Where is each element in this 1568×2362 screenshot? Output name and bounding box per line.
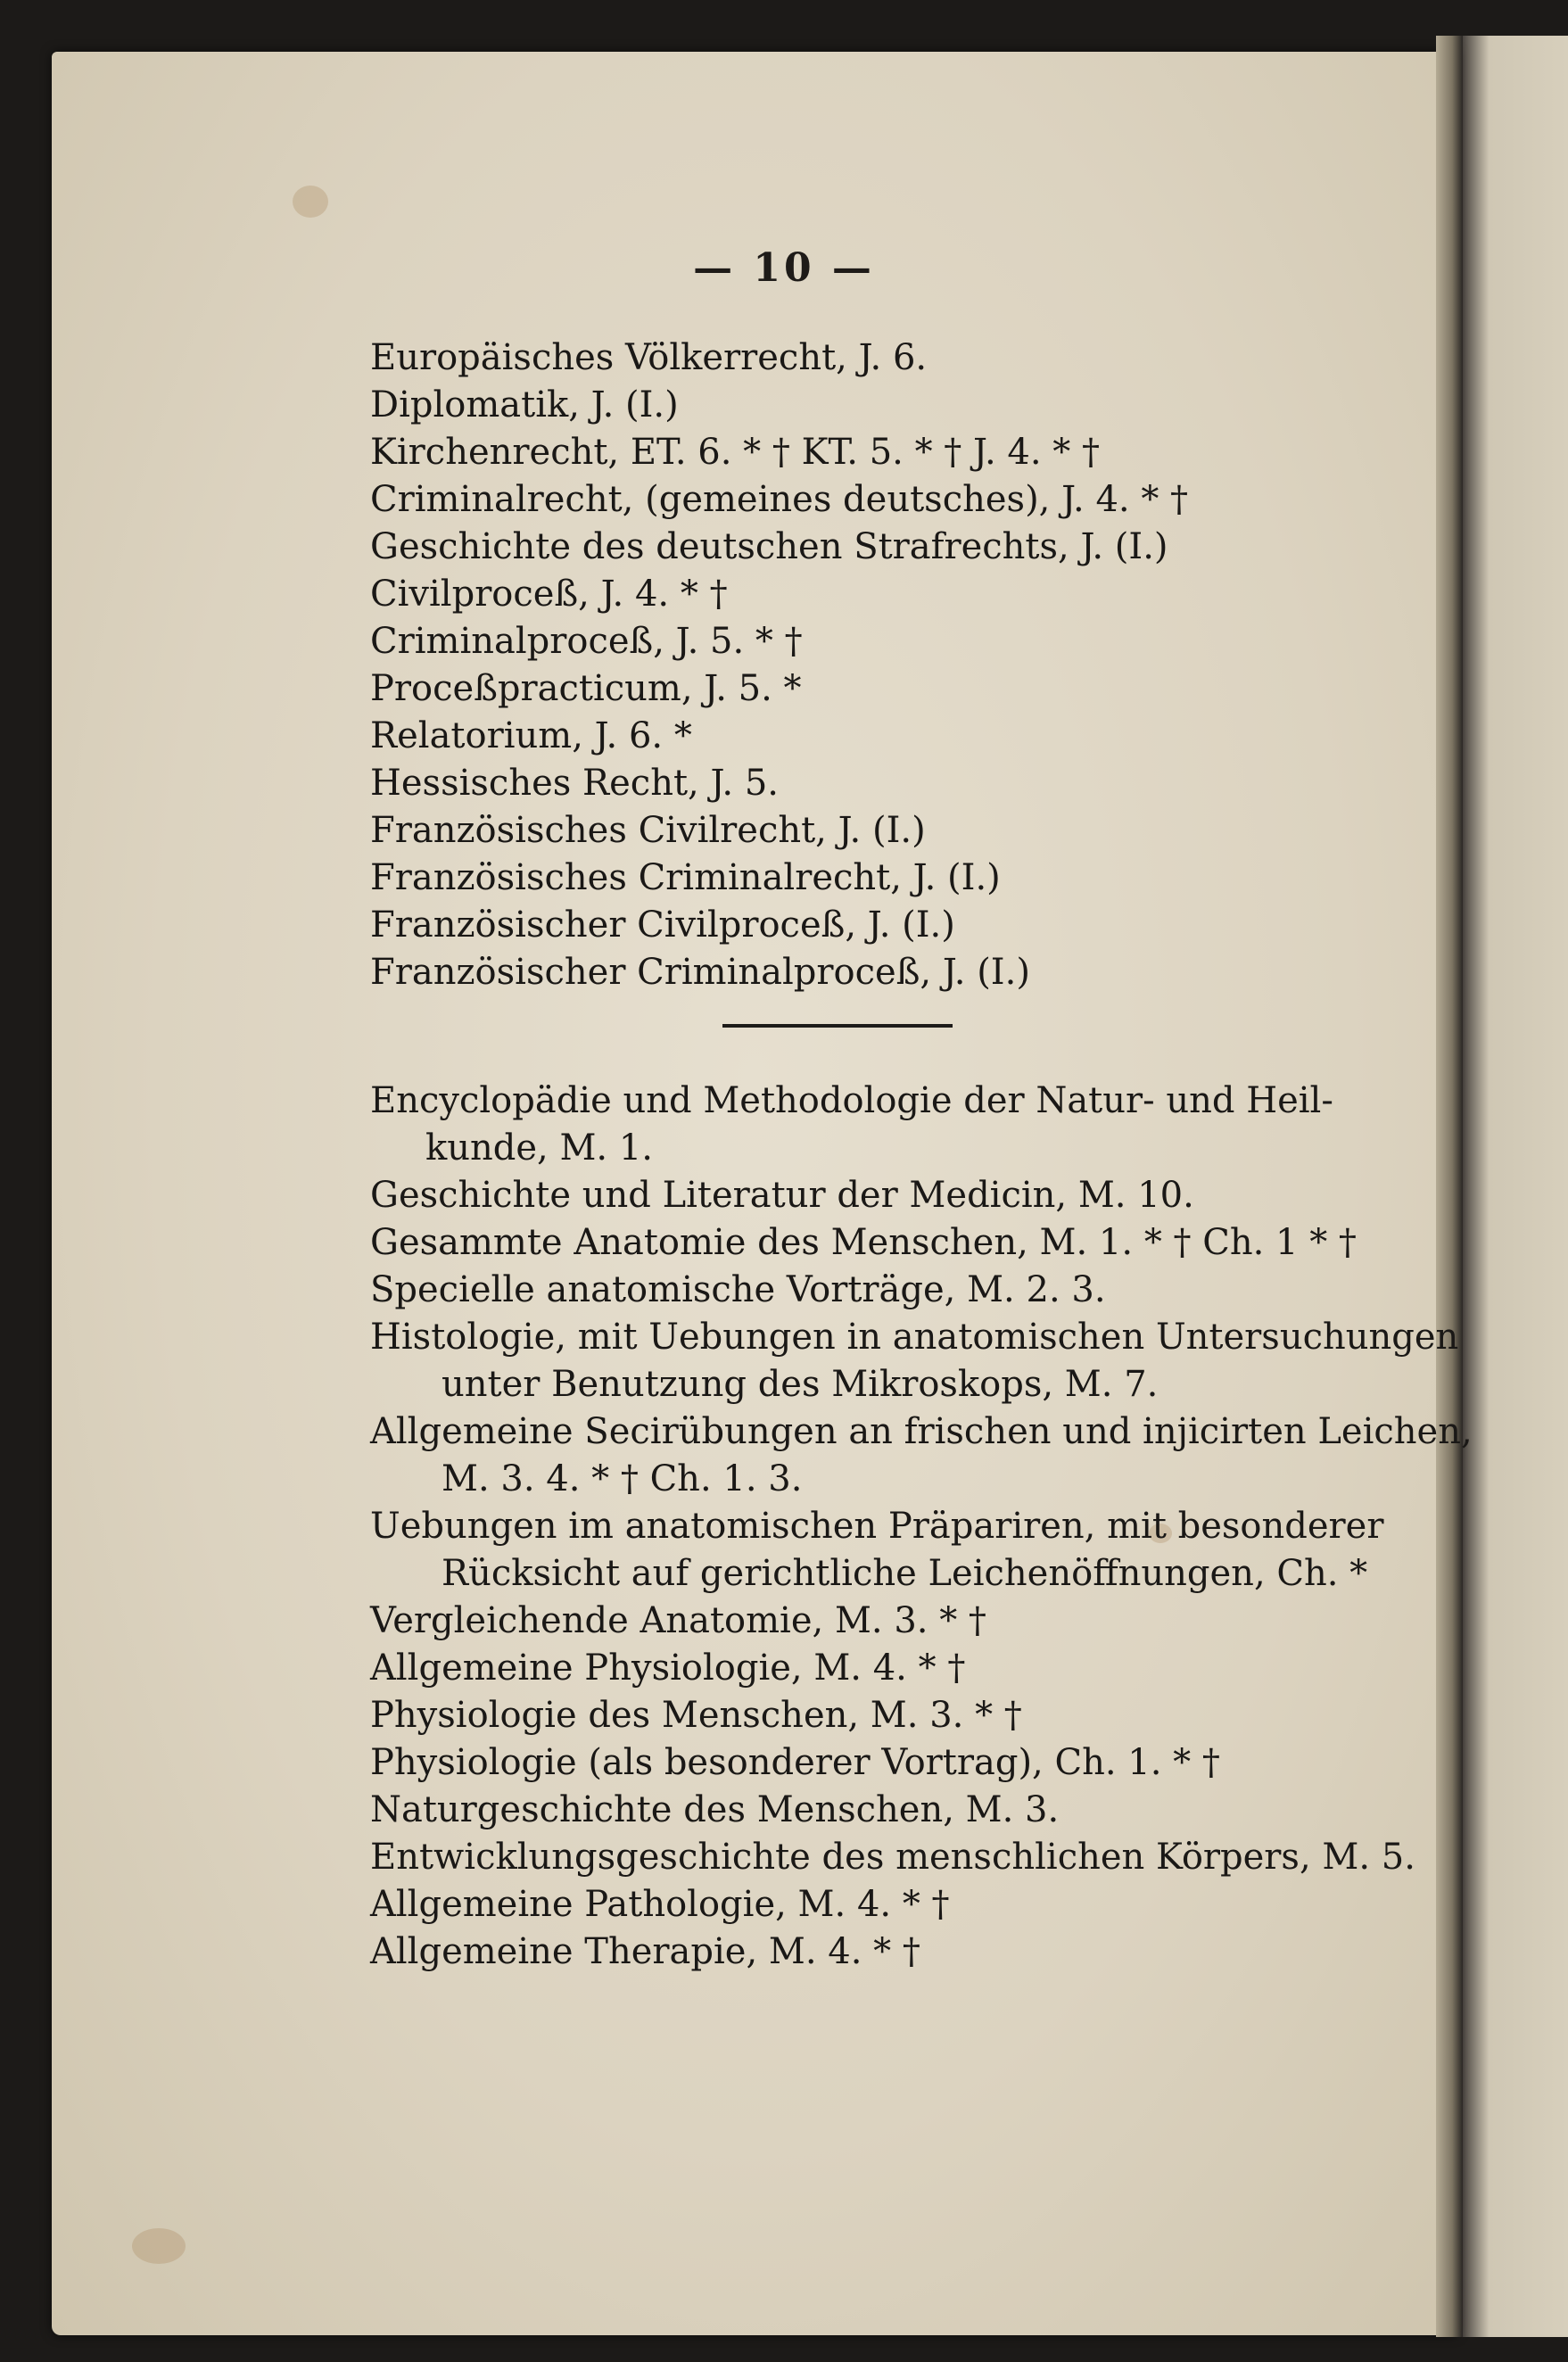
course-entry: Physiologie (als besonderer Vortrag), Ch. 1. * † (370, 1742, 1220, 1783)
section-divider (722, 1024, 953, 1028)
course-entry: kunde, M. 1. (425, 1127, 654, 1169)
course-entry: unter Benutzung des Mikroskops, M. 7. (442, 1364, 1159, 1405)
course-entry: Criminalproceß, J. 5. * † (370, 621, 803, 662)
course-entry: Geschichte des deutschen Strafrechts, J. (I.) (370, 526, 1168, 567)
course-entry: Uebungen im anatomischen Präpariren, mit besonderer (370, 1506, 1384, 1547)
course-entry: Geschichte und Literatur der Medicin, M. 10. (370, 1175, 1194, 1216)
course-entry: Relatorium, J. 6. * (370, 715, 692, 756)
course-entry: Französisches Criminalrecht, J. (I.) (370, 857, 1001, 898)
course-entry: Criminalrecht, (gemeines deutsches), J. 4. * † (370, 479, 1189, 520)
course-entry: Physiologie des Menschen, M. 3. * † (370, 1695, 1022, 1736)
course-entry: Französisches Civilrecht, J. (I.) (370, 810, 926, 851)
course-entry: Allgemeine Pathologie, M. 4. * † (370, 1884, 950, 1925)
course-entry: Französischer Civilproceß, J. (I.) (370, 904, 955, 946)
paper-stain (293, 186, 328, 218)
course-entry: Vergleichende Anatomie, M. 3. * † (370, 1600, 986, 1641)
course-entry: Allgemeine Physiologie, M. 4. * † (370, 1648, 966, 1689)
course-entry: Proceßpracticum, J. 5. * (370, 668, 802, 709)
course-entry: Französischer Criminalproceß, J. (I.) (370, 952, 1030, 993)
law-course-list (370, 334, 1188, 996)
course-entry: Hessisches Recht, J. 5. (370, 763, 779, 804)
page-number: — 10 — (693, 245, 875, 291)
course-entry: Encyclopädie und Methodologie der Natur- und Heil- (370, 1080, 1333, 1121)
course-entry: Naturgeschichte des Menschen, M. 3. (370, 1789, 1060, 1830)
course-entry: Entwicklungsgeschichte des menschlichen Körpers, M. 5. (370, 1837, 1415, 1878)
course-entry: Allgemeine Therapie, M. 4. * † (370, 1931, 920, 1972)
course-entry: Kirchenrecht, ET. 6. * † KT. 5. * † J. 4. * † (370, 432, 1100, 473)
medicine-course-list (370, 1078, 1473, 1976)
course-entry: Allgemeine Secirübungen an frischen und injicirten Leichen, (370, 1411, 1473, 1452)
course-entry: Europäisches Völkerrecht, J. 6. (370, 337, 928, 378)
course-entry: M. 3. 4. * † Ch. 1. 3. (442, 1458, 803, 1499)
course-entry: Gesammte Anatomie des Menschen, M. 1. * † Ch. 1 * † (370, 1222, 1357, 1263)
course-entry: Civilproceß, J. 4. * † (370, 574, 728, 615)
course-entry: Rücksicht auf gerichtliche Leichenöffnungen, Ch. * (442, 1553, 1368, 1594)
paper-stain (132, 2228, 186, 2264)
course-entry: Specielle anatomische Vorträge, M. 2. 3. (370, 1269, 1106, 1310)
course-entry: Histologie, mit Uebungen in anatomischen Untersuchungen (370, 1317, 1459, 1358)
adjacent-page (1463, 36, 1568, 2337)
course-entry: Diplomatik, J. (I.) (370, 384, 679, 425)
